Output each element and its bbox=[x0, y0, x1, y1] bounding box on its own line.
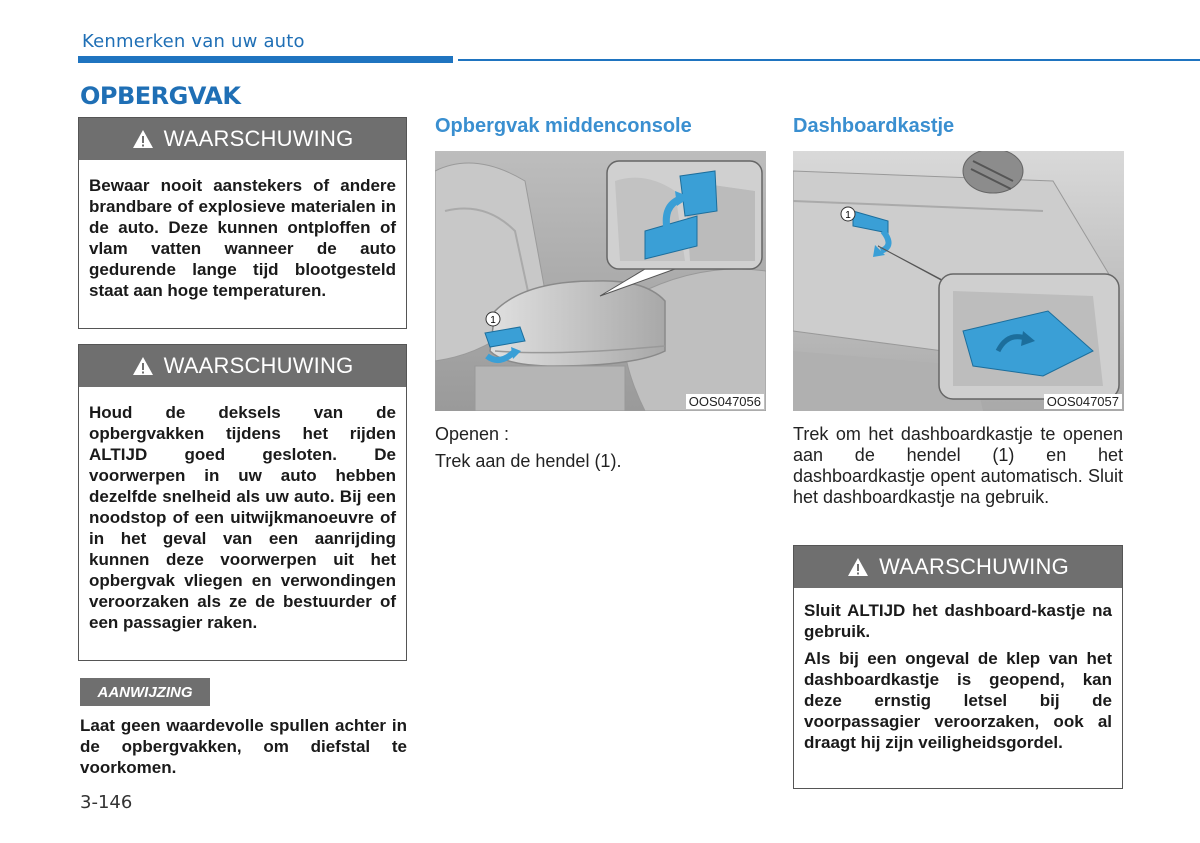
warning-header bbox=[79, 345, 406, 387]
center-console-figure bbox=[435, 151, 766, 411]
page-number: 3-146 bbox=[80, 792, 133, 813]
warning-header bbox=[794, 546, 1122, 588]
open-label: Openen : bbox=[435, 424, 510, 444]
section-header: Kenmerken van uw auto bbox=[82, 31, 305, 52]
warning-text bbox=[794, 588, 1122, 763]
subtitle-center-console: Opbergvak middenconsole bbox=[435, 115, 692, 137]
glovebox-figure bbox=[793, 151, 1124, 411]
warning-box-lighters bbox=[78, 117, 407, 329]
warning-triangle-icon bbox=[132, 129, 154, 149]
warning-triangle-icon bbox=[847, 557, 869, 577]
warning-box-glovebox bbox=[793, 545, 1123, 789]
glovebox-illustration bbox=[793, 151, 1124, 411]
warning-text: Bewaar nooit aanstekers of andere brandbare of explosieve materialen in de auto. Deze kunnen ontploffen of vlam vatten wanneer de auto gedurende lange tijd blootgesteld staat aan hoge temperaturen. bbox=[89, 176, 396, 300]
callout-number: 1 bbox=[845, 210, 851, 221]
warning-header bbox=[79, 118, 406, 160]
warning-paragraph-2: Als bij een ongeval de klep van het dashboardkastje is geopend, kan deze ernstig letsel bij de voorpassagier veroorzaken, ook al draagt hij zijn veiligheidsgordel. bbox=[804, 649, 1112, 752]
subtitle-glovebox: Dashboardkastje bbox=[793, 115, 955, 137]
page-title: OPBERGVAK bbox=[80, 82, 241, 110]
warning-triangle-icon bbox=[132, 356, 154, 376]
warning-title: WAARSCHUWING bbox=[163, 353, 354, 378]
callout-number: 1 bbox=[490, 315, 496, 326]
warning-box-lids bbox=[78, 344, 407, 661]
header-rule-thin bbox=[458, 59, 1200, 61]
warning-text: Houd de deksels van de opbergvakken tijdens het rijden ALTIJD goed gesloten. De voorwerpen in uw auto hebben dezelfde snelheid als uw auto. Bij een noodstop of een uitwijkmanoeuvre of in het geval van een aanrijding kunnen deze voorwerpen uit het opbergvak vliegen en verwondingen veroorzaken als ze de bestuurder of een passagier raken. bbox=[89, 403, 396, 632]
figure-code: OOS047056 bbox=[686, 394, 764, 409]
warning-title: WAARSCHUWING bbox=[879, 554, 1069, 579]
header-rule-thick bbox=[78, 56, 453, 63]
note-text: Laat geen waardevolle spullen achter in de opbergvakken, om diefstal te voorkomen. bbox=[80, 716, 407, 777]
figure-code: OOS047057 bbox=[1044, 394, 1122, 409]
note-tag: AANWIJZING bbox=[80, 678, 210, 706]
glovebox-instruction: Trek om het dashboardkastje te openen aan de hendel (1) en het dashboardkastje opent automatisch. Sluit het dashboardkastje na gebruik. bbox=[793, 424, 1123, 507]
open-instruction: Trek aan de hendel (1). bbox=[435, 451, 622, 471]
warning-paragraph-1: Sluit ALTIJD het dashboard-kastje na gebruik. bbox=[804, 601, 1112, 641]
warning-title: WAARSCHUWING bbox=[163, 126, 354, 151]
center-console-illustration bbox=[435, 151, 766, 411]
